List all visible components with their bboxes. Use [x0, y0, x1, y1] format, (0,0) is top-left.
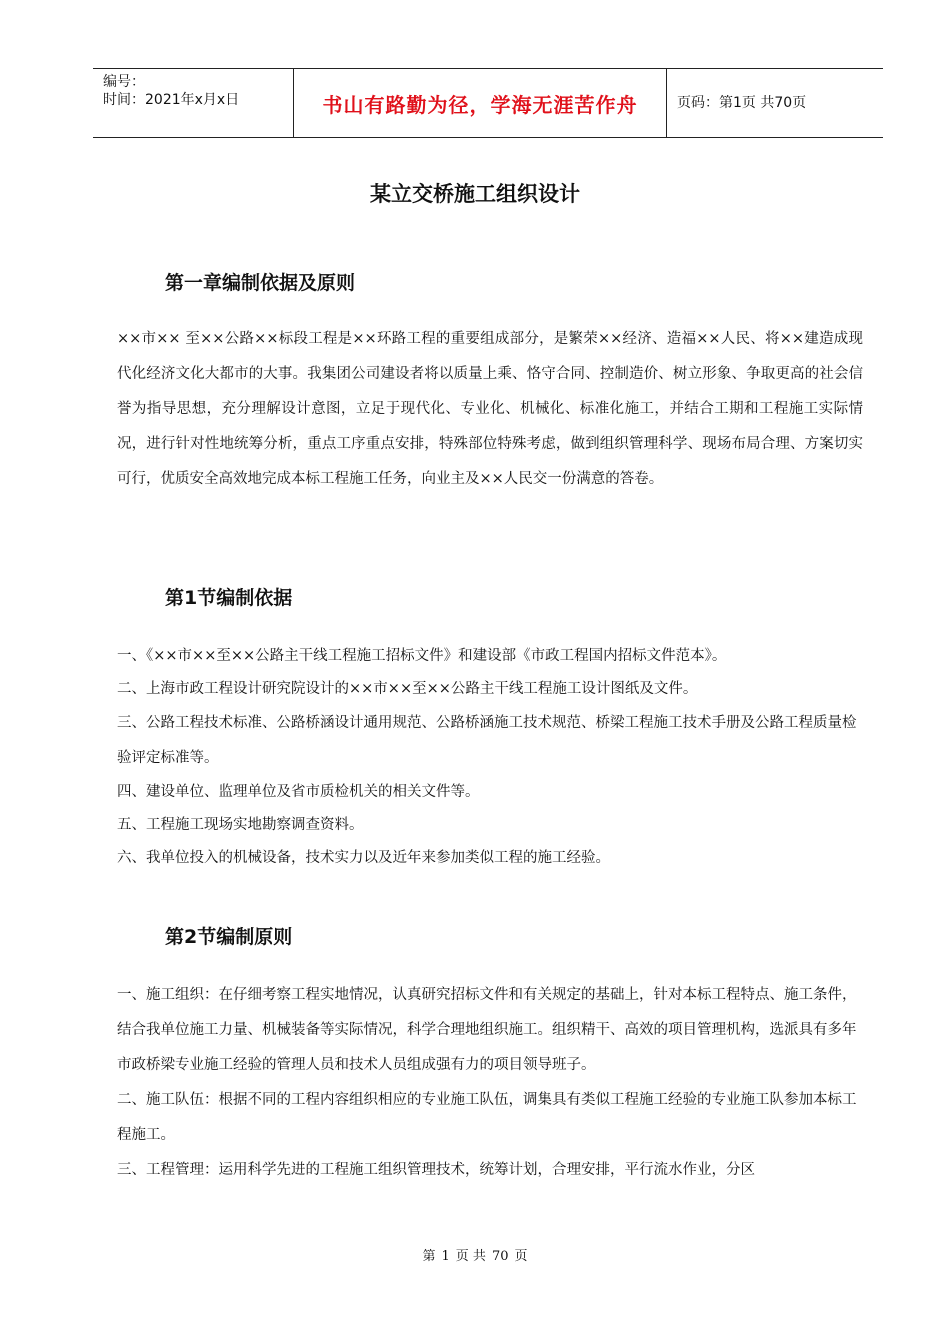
section2-heading: 第2节编制原则 — [165, 926, 293, 948]
footer-suffix: 页 — [514, 1249, 528, 1264]
list-item: 三、公路工程技术标准、公路桥涵设计通用规范、公路桥涵施工技术规范、桥梁工程施工技术手册及公路工程质量检验评定标准等。 — [117, 715, 857, 766]
chapter1-heading: 第一章编制依据及原则 — [165, 272, 356, 294]
section1-list — [117, 640, 863, 875]
page-label: 页码：第1页 共70页 — [677, 95, 807, 111]
list-item: 二、上海市政工程设计研究院设计的××市××至××公路主干线工程施工设计图纸及文件。 — [117, 681, 698, 697]
header-page-cell — [667, 69, 883, 137]
document-header — [93, 68, 883, 138]
footer-page-number: 1 — [441, 1249, 450, 1264]
footer-prefix: 第 — [422, 1249, 436, 1264]
time-label: 时间：2021年x月x日 — [103, 92, 240, 108]
list-item: 二、施工队伍：根据不同的工程内容组织相应的专业施工队伍，调集具有类似工程施工经验的专业施工队参加本标工程施工。 — [117, 1092, 857, 1143]
list-item: 三、工程管理：运用科学先进的工程施工组织管理技术，统筹计划，合理安排，平行流水作业，分区 — [117, 1162, 755, 1178]
section2-list — [117, 978, 863, 1188]
serial-label: 编号： — [103, 74, 145, 90]
footer-total-pages: 70 — [491, 1249, 509, 1264]
document-title: 某立交桥施工组织设计 — [370, 182, 580, 206]
page-footer — [0, 1245, 950, 1264]
list-item: 六、我单位投入的机械设备，技术实力以及近年来参加类似工程的施工经验。 — [117, 850, 610, 866]
chapter1-intro: ××市×× 至××公路××标段工程是××环路工程的重要组成部分，是繁荣××经济、造福××人民、将××建造成现代化经济文化大都市的大事。我集团公司建设者将以质量上乘、恪守合同、控制造价、树立形象、争取更高的社会信誉为指导思想，充分理解设计意图，立足于现代化、专业化、机械化、标准化施工，并结合工期和工程施工实际情况，进行针对性地统筹分析，重点工序重点安排，特殊部位特殊考虑，做到组织管理科学、现场布局合理、方案切实可行，优质安全高效地完成本标工程施工任务，向业主及××人民交一份满意的答卷。 — [117, 331, 863, 487]
header-motto-cell — [294, 69, 667, 137]
list-item: 一、施工组织：在仔细考察工程实地情况，认真研究招标文件和有关规定的基础上，针对本标工程特点、施工条件，结合我单位施工力量、机械装备等实际情况，科学合理地组织施工。组织精干、高效的项目管理机构，选派具有多年市政桥梁专业施工经验的管理人员和技术人员组成强有力的项目领导班子。 — [117, 987, 857, 1073]
list-item: 四、建设单位、监理单位及省市质检机关的相关文件等。 — [117, 784, 480, 800]
section1-heading: 第1节编制依据 — [165, 587, 293, 609]
footer-mid: 页 共 — [455, 1249, 486, 1264]
list-item: 五、工程施工现场实地勘察调查资料。 — [117, 817, 364, 833]
header-meta-cell — [93, 69, 294, 137]
list-item: 一、《××市××至××公路主干线工程施工招标文件》和建设部《市政工程国内招标文件范本》。 — [117, 648, 727, 664]
motto-text: 书山有路勤为径，学海无涯苦作舟 — [322, 92, 638, 117]
